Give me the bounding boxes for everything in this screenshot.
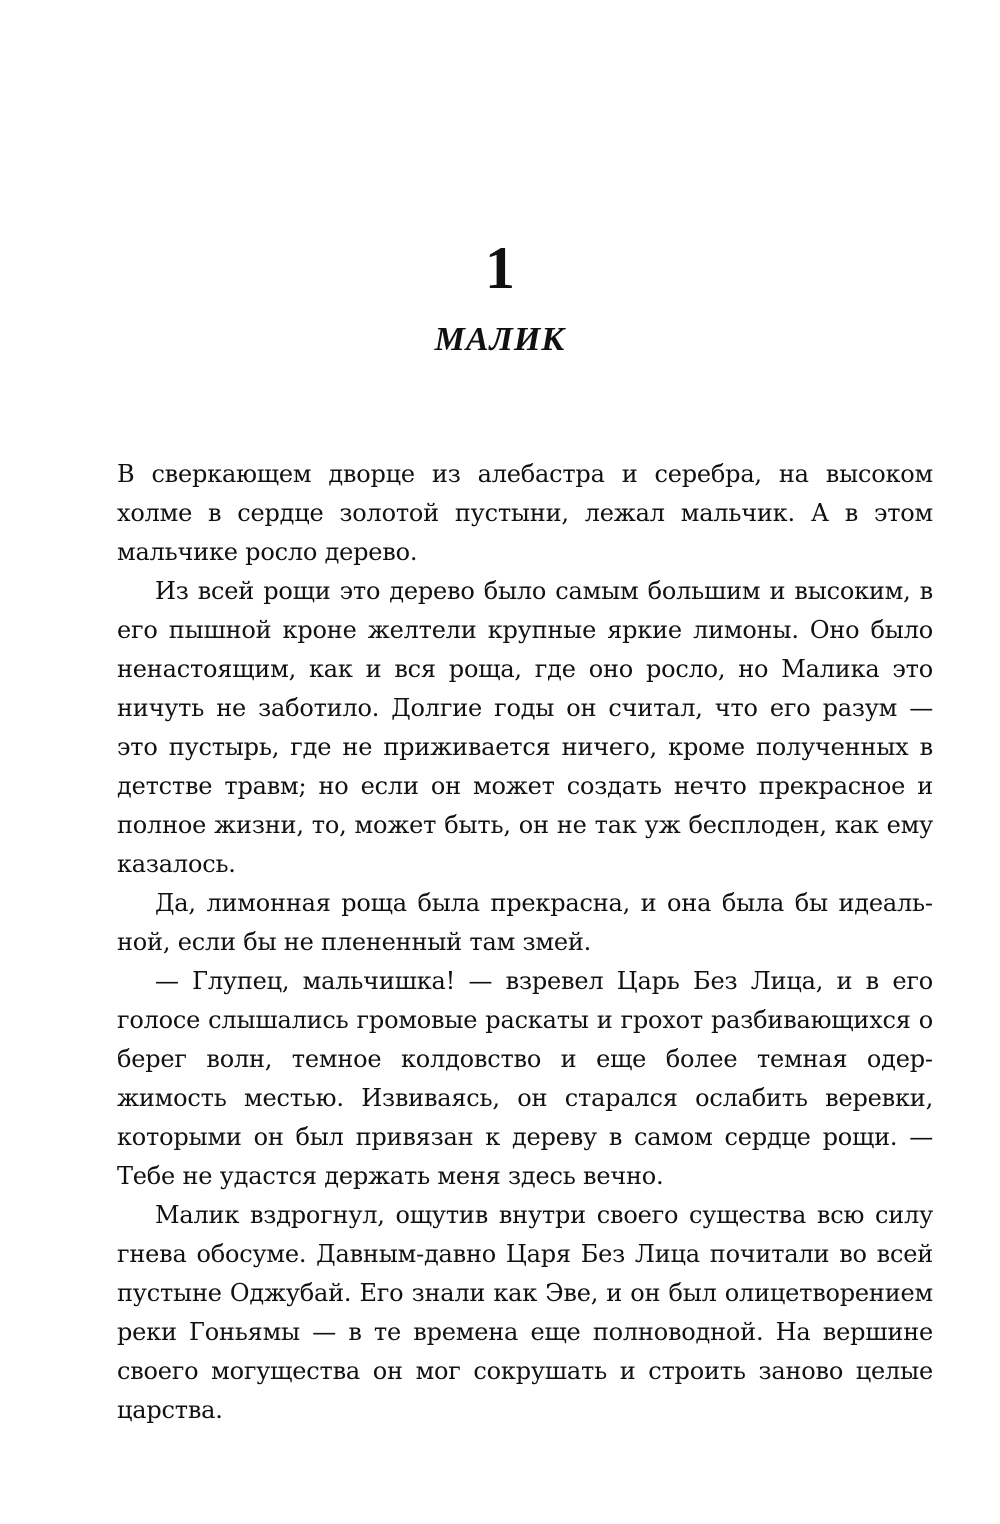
paragraph-4: — Глупец, мальчишка! — взревел Царь Без Лица, и в его голосе слышались громовые раскаты и грохот разбивающихся о берег волн, темное колдовство и еще более темная одержимость местью. Извиваясь, он старался ослабить веревки, которыми он был привязан к дереву в самом сердце рощи. — Тебе не удастся держать меня здесь вечно. [117, 967, 933, 1190]
chapter-text [117, 455, 933, 1430]
paragraph-2: Из всей рощи это дерево было самым большим и высоким, в его пышной кроне желтели крупные яркие лимоны. Оно было ненастоящим, как и вся роща, где оно росло, но Малика это ничуть не заботило. Долгие годы он считал, что его разум — это пустырь, где не приживается ничего, кроме полученных в детстве травм; но если он может создать нечто прекрасное и полное жизни, то, может быть, он не так уж бесплоден, как ему казалось. [117, 577, 933, 878]
paragraph-5: Малик вздрогнул, ощутив внутри своего существа всю силу гнева обосуме. Давным-давно Царя Без Лица почитали во всей пустыне Оджубай. Его знали как Эве, и он был олицетворением реки Гоньямы — в те времена еще полноводной. На вершине своего могущества он мог сокрушать и строить заново целые царства. [117, 1201, 933, 1424]
chapter-title: МАЛИК [434, 321, 566, 358]
chapter-number: 1 [485, 235, 515, 301]
paragraph-1: В сверкающем дворце из алебастра и серебра, на высоком холме в сердце золотой пустыни, лежал мальчик. А в этом мальчике росло дерево. [117, 460, 933, 566]
paragraph-3: Да, лимонная роща была прекрасна, и она была бы идеальной, если бы не плененный там змей. [117, 889, 933, 956]
